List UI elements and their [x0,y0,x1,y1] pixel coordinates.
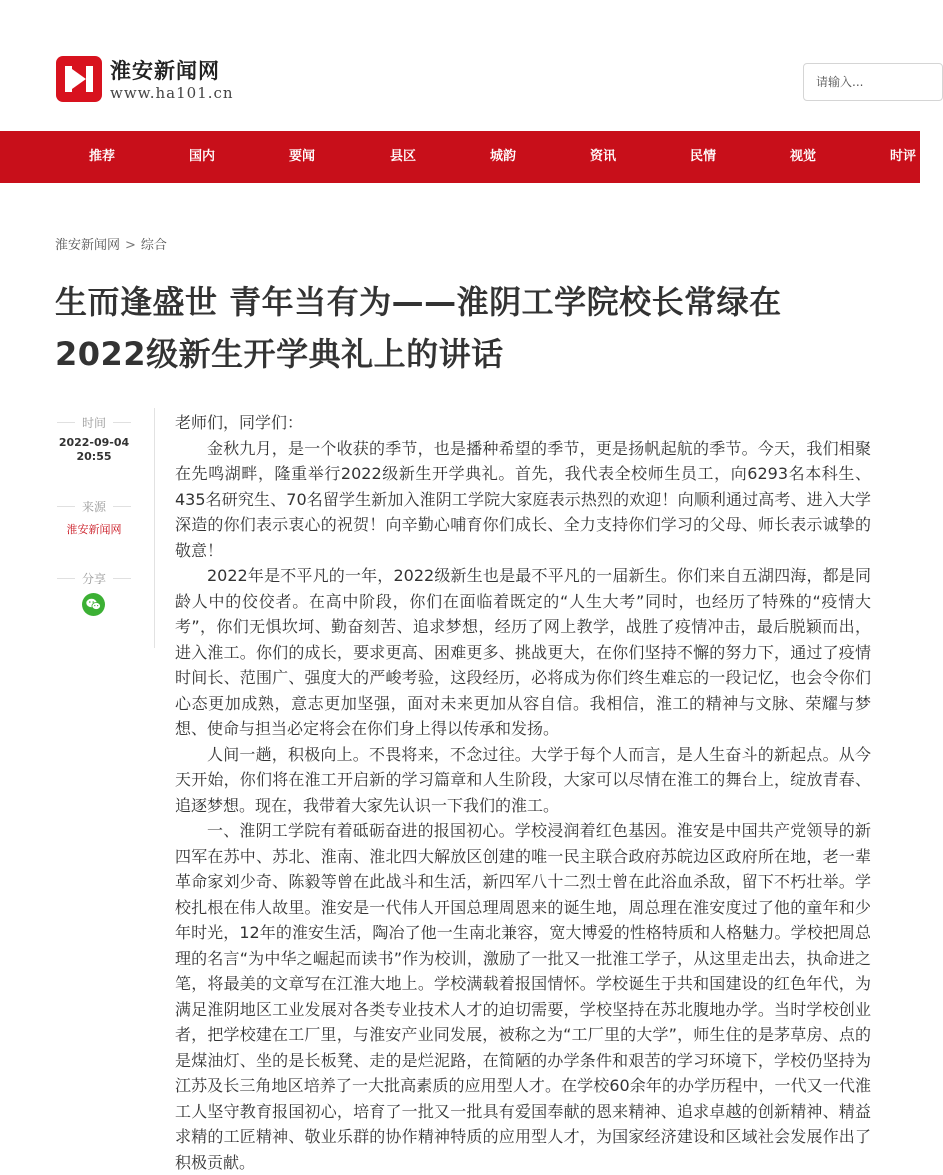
article-paragraph: 人间一趟，积极向上。不畏将来，不念过往。大学于每个人而言，是人生奋斗的新起点。从今天开始，你们将在淮工开启新的学习篇章和人生阶段，大家可以尽情在淮工的舞台上，绽放青春、追逐梦想。现在，我带着大家先认识一下我们的淮工。 [175,744,871,815]
nav-item-public-opinion[interactable]: 民情 [690,149,717,164]
nav-item-counties[interactable]: 县区 [390,149,417,164]
nav-item-news[interactable]: 资讯 [590,149,617,164]
article-title-line1: 生而逢盛世 青年当有为——淮阴工学院校长常绿在 [55,283,782,321]
site-name[interactable]: 淮安新闻网 [110,58,220,83]
article-paragraph: 金秋九月，是一个收获的季节，也是播种希望的季节，更是扬帆起航的季节。今天，我们相聚在先鸣湖畔，隆重举行2022级新生开学典礼。首先，我代表全校师生员工，向6293名本科生、435名研究生、70名留学生新加入淮阴工学院大家庭表示热烈的欢迎！向顺利通过高考、进入大学深造的你们表示衷心的祝贺！向辛勤心哺育你们成长、全力支持你们学习的父母、师长表示诚挚的敬意！ [175,438,871,560]
nav-item-commentary[interactable]: 时评 [890,149,917,164]
site-logo-icon[interactable] [56,56,102,102]
article-title-line2: 2022级新生开学典礼上的讲话 [55,335,504,373]
article-body [175,410,871,1175]
site-url: www.ha101.cn [110,84,234,102]
article-title [55,276,885,380]
article-meta [55,408,155,648]
main-nav [0,131,920,183]
article-greeting: 老师们，同学们： [175,413,304,432]
search-input[interactable] [803,63,943,101]
breadcrumb-separator: > [125,238,136,253]
nav-item-headlines[interactable]: 要闻 [289,149,316,164]
nav-item-city[interactable]: 城韵 [490,149,517,164]
nav-item-domestic[interactable]: 国内 [189,149,216,164]
source-link[interactable]: 淮安新闻网 [66,523,122,536]
source-label: 来源 [55,498,133,515]
publish-time: 20:55 [76,450,112,463]
wechat-share-icon[interactable] [82,593,105,616]
breadcrumb-section[interactable]: 综合 [140,238,167,253]
breadcrumb-home[interactable]: 淮安新闻网 [55,238,121,253]
share-label: 分享 [55,570,133,587]
nav-item-visual[interactable]: 视觉 [790,149,817,164]
breadcrumb [55,234,167,253]
article-paragraph: 一、淮阴工学院有着砥砺奋进的报国初心。学校浸润着红色基因。淮安是中国共产党领导的新四军在苏中、苏北、淮南、淮北四大解放区创建的唯一民主联合政府苏皖边区政府所在地，老一辈革命家刘少奇、陈毅等曾在此战斗和生活，新四军八十二烈士曾在此浴血杀敌，留下不朽壮举。学校扎根在伟人故里。淮安是一代伟人开国总理周恩来的诞生地，周总理在淮安度过了他的童年和少年时光，12年的淮安生活，陶冶了他一生南北兼容，宽大博爱的性格特质和人格魅力。学校把周总理的名言“为中华之崛起而读书”作为校训，激励了一批又一批淮工学子，从这里走出去，执命进之笔，将最美的文章写在江淮大地上。学校满载着报国情怀。学校诞生于共和国建设的红色年代，为满足淮阴地区工业发展对各类专业技术人才的迫切需要，学校坚持在苏北腹地办学。当时学校创业者，把学校建在工厂里，与淮安产业同发展，被称之为“工厂里的大学”，师生住的是茅草房、点的是煤油灯、坐的是长板凳、走的是烂泥路，在简陋的办学条件和艰苦的学习环境下，学校仍坚持为江苏及长三角地区培养了一大批高素质的应用型人才。在学校60余年的办学历程中，一代又一代淮工人坚守教育报国初心，培育了一批又一批具有爱国奉献的恩来精神、追求卓越的创新精神、精益求精的工匠精神、敬业乐群的协作精神特质的应用型人才，为国家经济建设和区域社会发展作出了积极贡献。 [175,821,871,1172]
publish-date: 2022-09-04 [58,436,130,449]
site-header [0,0,920,131]
article-paragraph: 2022年是不平凡的一年，2022级新生也是最不平凡的一届新生。你们来自五湖四海，都是同龄人中的佼佼者。在高中阶段，你们在面临着既定的“人生大考”同时，也经历了特殊的“疫情大考”，你们无惧坎坷、勤奋刻苦、追求梦想，经历了网上教学，战胜了疫情冲击，最后脱颖而出，进入淮工。你们的成长，要求更高、困难更多、挑战更大，在你们坚持不懈的努力下，通过了疫情时间长、范围广、强度大的严峻考验，这段经历，必将成为你们终生难忘的一段记忆，也会令你们心态更加成熟，意志更加坚强，面对未来更加从容自信。我相信，淮工的精神与文脉、荣耀与梦想、使命与担当必定将会在你们身上得以传承和发扬。 [175,566,871,738]
nav-item-recommend[interactable]: 推荐 [89,149,116,164]
time-label: 时间 [55,414,133,431]
